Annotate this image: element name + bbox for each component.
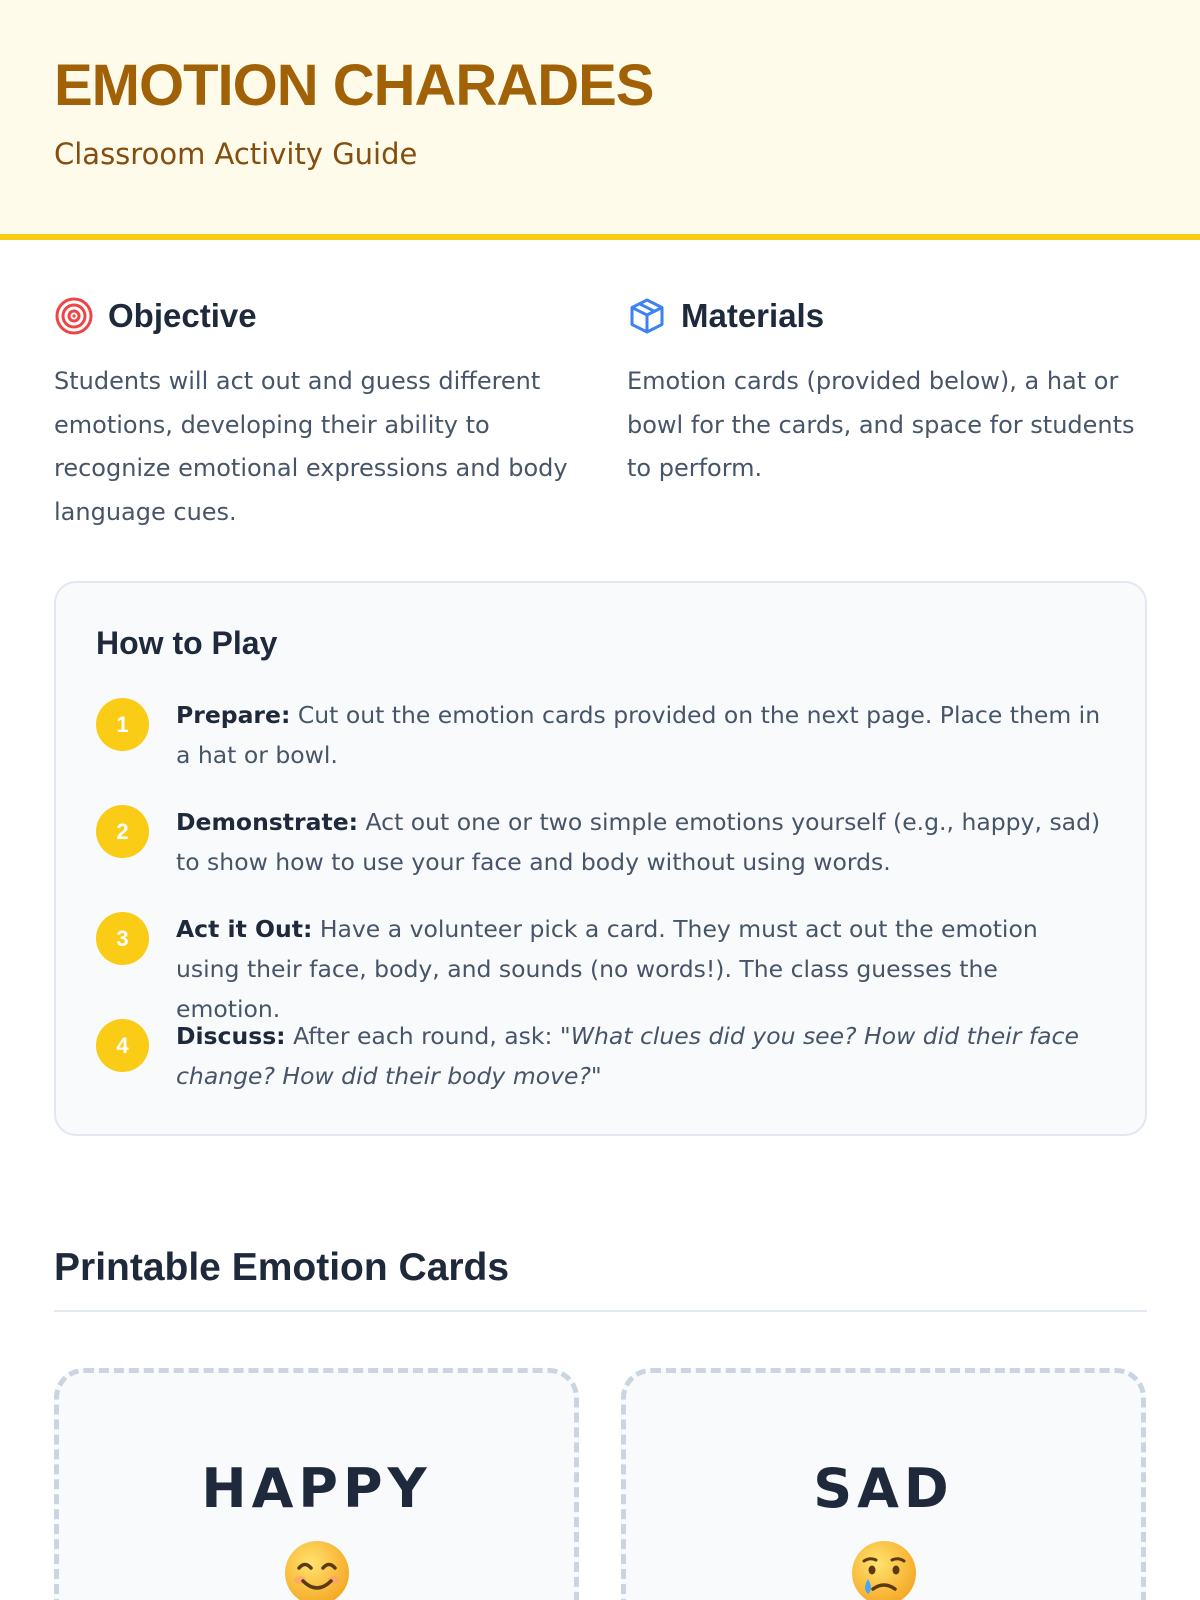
- step-text: [176, 909, 1106, 1029]
- step-description: Act out one or two simple emotions yourself (e.g., happy, sad) to show how to use your face and body without using words.: [176, 808, 1101, 876]
- objective-section: [54, 292, 574, 534]
- emotion-word: HAPPY: [201, 1457, 432, 1520]
- emotion-card-sad: [621, 1368, 1146, 1600]
- step-quote: "What clues did you see? How did their face change? How did their body move?": [176, 1022, 1079, 1090]
- step-item: [96, 695, 1106, 802]
- objective-heading: Objective: [108, 297, 257, 334]
- step-label: Discuss:: [176, 1022, 286, 1050]
- step-description: Have a volunteer pick a card. They must act out the emotion using their face, body, and sounds (no words!). The class guesses the emotion.: [176, 915, 1038, 1023]
- page-subtitle: Classroom Activity Guide: [54, 137, 418, 171]
- materials-text: Emotion cards (provided below), a hat or bowl for the cards, and space for students to perform.: [627, 367, 1135, 482]
- materials-section: [627, 292, 1147, 491]
- emotion-word: SAD: [813, 1457, 954, 1520]
- step-item: [96, 1016, 1106, 1123]
- crying-face-icon: [850, 1539, 918, 1600]
- step-number-badge: 4: [96, 1019, 149, 1072]
- step-number-badge: 1: [96, 698, 149, 751]
- step-text: [176, 802, 1106, 882]
- objective-heading-row: [54, 292, 574, 340]
- step-label: Act it Out:: [176, 915, 313, 943]
- step-number-badge: 3: [96, 912, 149, 965]
- steps-list: [96, 695, 1106, 1123]
- printable-cards-title: Printable Emotion Cards: [54, 1246, 510, 1289]
- page-title: EMOTION CHARADES: [54, 53, 654, 118]
- how-to-play-title: How to Play: [96, 625, 278, 661]
- smiling-face-icon: [283, 1539, 351, 1600]
- step-description: Cut out the emotion cards provided on the next page. Place them in a hat or bowl.: [176, 701, 1101, 769]
- page-header: [0, 0, 1200, 240]
- step-label: Demonstrate:: [176, 808, 359, 836]
- box-icon: [627, 296, 667, 336]
- materials-heading: Materials: [681, 297, 825, 334]
- step-number-badge: 2: [96, 805, 149, 858]
- step-text: [176, 1016, 1106, 1096]
- step-description: After each round, ask:: [285, 1022, 560, 1050]
- step-item: [96, 802, 1106, 909]
- how-to-play-card: [54, 581, 1147, 1136]
- step-item: [96, 909, 1106, 1023]
- materials-heading-row: [627, 292, 1147, 340]
- objective-text: Students will act out and guess different emotions, developing their ability to recognize emotional expressions and body language cues.: [54, 367, 568, 526]
- emotion-card-happy: [54, 1368, 579, 1600]
- step-label: Prepare:: [176, 701, 291, 729]
- step-text: [176, 695, 1106, 775]
- target-icon: [54, 296, 94, 336]
- section-divider: [54, 1310, 1147, 1312]
